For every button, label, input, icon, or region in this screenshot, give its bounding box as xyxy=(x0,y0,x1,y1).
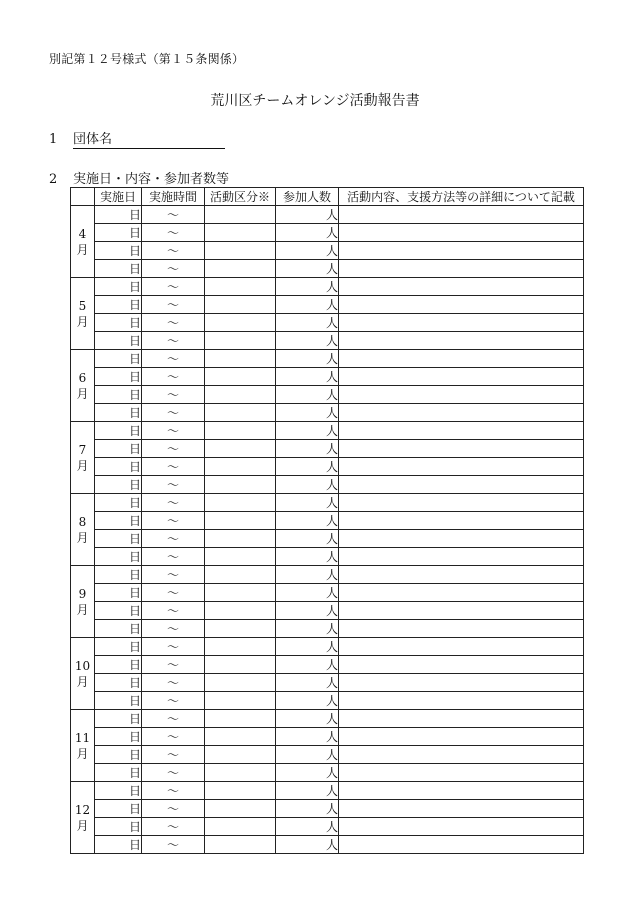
category-cell[interactable] xyxy=(205,404,276,422)
details-cell[interactable] xyxy=(339,422,584,440)
table-row xyxy=(71,350,584,368)
time-cell[interactable]: ～ xyxy=(142,206,205,224)
details-cell[interactable] xyxy=(339,386,584,404)
time-cell[interactable]: ～ xyxy=(142,224,205,242)
month-number: 6 xyxy=(78,370,87,385)
date-cell[interactable]: 日 xyxy=(95,566,142,584)
details-cell[interactable] xyxy=(339,278,584,296)
participants-cell[interactable]: 人 xyxy=(276,296,339,314)
month-unit: 月 xyxy=(76,458,89,473)
month-unit: 月 xyxy=(76,746,89,761)
table-row xyxy=(71,494,584,512)
table-row xyxy=(71,386,584,404)
participants-cell[interactable]: 人 xyxy=(276,818,339,836)
time-cell[interactable]: ～ xyxy=(142,386,205,404)
details-cell[interactable] xyxy=(339,314,584,332)
details-cell[interactable] xyxy=(339,728,584,746)
time-cell[interactable]: ～ xyxy=(142,332,205,350)
time-cell[interactable]: ～ xyxy=(142,638,205,656)
time-cell[interactable]: ～ xyxy=(142,512,205,530)
date-cell[interactable]: 日 xyxy=(95,386,142,404)
time-cell[interactable]: ～ xyxy=(142,368,205,386)
date-cell[interactable]: 日 xyxy=(95,620,142,638)
details-cell[interactable] xyxy=(339,368,584,386)
participants-cell[interactable]: 人 xyxy=(276,602,339,620)
participants-cell[interactable]: 人 xyxy=(276,494,339,512)
date-cell[interactable]: 日 xyxy=(95,530,142,548)
details-cell[interactable] xyxy=(339,530,584,548)
category-cell[interactable] xyxy=(205,332,276,350)
time-cell[interactable]: ～ xyxy=(142,260,205,278)
table-row xyxy=(71,458,584,476)
table-row xyxy=(71,512,584,530)
table-row xyxy=(71,530,584,548)
details-cell[interactable] xyxy=(339,764,584,782)
date-cell[interactable]: 日 xyxy=(95,296,142,314)
time-cell[interactable]: ～ xyxy=(142,818,205,836)
time-cell[interactable]: ～ xyxy=(142,242,205,260)
month-number: 11 xyxy=(74,730,91,745)
month-unit: 月 xyxy=(76,530,89,545)
participants-cell[interactable]: 人 xyxy=(276,206,339,224)
details-cell[interactable] xyxy=(339,746,584,764)
month-unit: 月 xyxy=(76,242,89,257)
date-cell[interactable]: 日 xyxy=(95,782,142,800)
month-unit: 月 xyxy=(76,314,89,329)
category-cell[interactable] xyxy=(205,368,276,386)
category-cell[interactable] xyxy=(205,638,276,656)
time-cell[interactable]: ～ xyxy=(142,836,205,854)
time-cell[interactable]: ～ xyxy=(142,602,205,620)
participants-cell[interactable]: 人 xyxy=(276,332,339,350)
participants-cell[interactable]: 人 xyxy=(276,638,339,656)
participants-cell[interactable]: 人 xyxy=(276,566,339,584)
date-cell[interactable]: 日 xyxy=(95,368,142,386)
date-cell[interactable]: 日 xyxy=(95,728,142,746)
details-cell[interactable] xyxy=(339,332,584,350)
date-cell[interactable]: 日 xyxy=(95,818,142,836)
month-unit: 月 xyxy=(76,818,89,833)
table-row xyxy=(71,584,584,602)
category-cell[interactable] xyxy=(205,692,276,710)
section-label: 実施日・内容・参加者数等 xyxy=(73,172,230,187)
organization-name-field[interactable]: 団体名 xyxy=(73,128,225,149)
table-header-row xyxy=(71,188,584,206)
month-label xyxy=(71,278,95,350)
table-row xyxy=(71,746,584,764)
date-cell[interactable]: 日 xyxy=(95,476,142,494)
month-number: 4 xyxy=(78,226,87,241)
details-cell[interactable] xyxy=(339,782,584,800)
time-cell[interactable]: ～ xyxy=(142,476,205,494)
table-row xyxy=(71,602,584,620)
form-number: 別記第１２号様式（第１５条関係） xyxy=(49,52,245,66)
details-cell[interactable] xyxy=(339,692,584,710)
month-label xyxy=(71,710,95,782)
month-number: 8 xyxy=(78,514,87,529)
date-cell[interactable]: 日 xyxy=(95,422,142,440)
table-row xyxy=(71,368,584,386)
table-row xyxy=(71,314,584,332)
details-cell[interactable] xyxy=(339,512,584,530)
category-cell[interactable] xyxy=(205,620,276,638)
category-cell[interactable] xyxy=(205,314,276,332)
details-cell[interactable] xyxy=(339,494,584,512)
category-cell[interactable] xyxy=(205,782,276,800)
participants-cell[interactable]: 人 xyxy=(276,836,339,854)
table-row xyxy=(71,476,584,494)
date-cell[interactable]: 日 xyxy=(95,584,142,602)
time-cell[interactable]: ～ xyxy=(142,296,205,314)
table-row xyxy=(71,332,584,350)
header-month xyxy=(71,188,95,206)
table-row xyxy=(71,782,584,800)
date-cell[interactable]: 日 xyxy=(95,494,142,512)
category-cell[interactable] xyxy=(205,440,276,458)
table-row xyxy=(71,206,584,224)
participants-cell[interactable]: 人 xyxy=(276,386,339,404)
time-cell[interactable]: ～ xyxy=(142,782,205,800)
category-cell[interactable] xyxy=(205,278,276,296)
category-cell[interactable] xyxy=(205,800,276,818)
month-number: 9 xyxy=(78,586,87,601)
details-cell[interactable] xyxy=(339,656,584,674)
participants-cell[interactable]: 人 xyxy=(276,368,339,386)
category-cell[interactable] xyxy=(205,494,276,512)
month-label xyxy=(71,206,95,278)
time-cell[interactable]: ～ xyxy=(142,692,205,710)
participants-cell[interactable]: 人 xyxy=(276,530,339,548)
time-cell[interactable]: ～ xyxy=(142,458,205,476)
month-number: 5 xyxy=(78,298,87,313)
month-label xyxy=(71,494,95,566)
time-cell[interactable]: ～ xyxy=(142,710,205,728)
table-row xyxy=(71,296,584,314)
section-activity xyxy=(49,168,229,187)
participants-cell[interactable]: 人 xyxy=(276,278,339,296)
details-cell[interactable] xyxy=(339,350,584,368)
details-cell[interactable] xyxy=(339,674,584,692)
header-category: 活動区分※ xyxy=(205,188,276,206)
participants-cell[interactable]: 人 xyxy=(276,548,339,566)
date-cell[interactable]: 日 xyxy=(95,512,142,530)
date-cell[interactable]: 日 xyxy=(95,746,142,764)
date-cell[interactable]: 日 xyxy=(95,800,142,818)
month-label xyxy=(71,782,95,854)
participants-cell[interactable]: 人 xyxy=(276,404,339,422)
participants-cell[interactable]: 人 xyxy=(276,746,339,764)
category-cell[interactable] xyxy=(205,584,276,602)
date-cell[interactable]: 日 xyxy=(95,674,142,692)
category-cell[interactable] xyxy=(205,296,276,314)
month-unit: 月 xyxy=(76,674,89,689)
table-row xyxy=(71,656,584,674)
date-cell[interactable]: 日 xyxy=(95,548,142,566)
table-row xyxy=(71,422,584,440)
table-row xyxy=(71,692,584,710)
participants-cell[interactable]: 人 xyxy=(276,620,339,638)
month-label xyxy=(71,566,95,638)
details-cell[interactable] xyxy=(339,458,584,476)
category-cell[interactable] xyxy=(205,602,276,620)
time-cell[interactable]: ～ xyxy=(142,584,205,602)
time-cell[interactable]: ～ xyxy=(142,278,205,296)
category-cell[interactable] xyxy=(205,836,276,854)
table-row xyxy=(71,836,584,854)
table-row xyxy=(71,818,584,836)
participants-cell[interactable]: 人 xyxy=(276,692,339,710)
month-label xyxy=(71,638,95,710)
table-row xyxy=(71,278,584,296)
time-cell[interactable]: ～ xyxy=(142,314,205,332)
details-cell[interactable] xyxy=(339,620,584,638)
date-cell[interactable]: 日 xyxy=(95,710,142,728)
participants-cell[interactable]: 人 xyxy=(276,440,339,458)
participants-cell[interactable]: 人 xyxy=(276,314,339,332)
participants-cell[interactable]: 人 xyxy=(276,512,339,530)
table-row xyxy=(71,674,584,692)
time-cell[interactable]: ～ xyxy=(142,566,205,584)
table-row xyxy=(71,638,584,656)
category-cell[interactable] xyxy=(205,206,276,224)
date-cell[interactable]: 日 xyxy=(95,404,142,422)
details-cell[interactable] xyxy=(339,836,584,854)
table-row xyxy=(71,224,584,242)
category-cell[interactable] xyxy=(205,458,276,476)
date-cell[interactable]: 日 xyxy=(95,278,142,296)
details-cell[interactable] xyxy=(339,800,584,818)
time-cell[interactable]: ～ xyxy=(142,440,205,458)
time-cell[interactable]: ～ xyxy=(142,422,205,440)
category-cell[interactable] xyxy=(205,548,276,566)
date-cell[interactable]: 日 xyxy=(95,332,142,350)
month-number: 10 xyxy=(74,658,91,673)
participants-cell[interactable]: 人 xyxy=(276,458,339,476)
details-cell[interactable] xyxy=(339,404,584,422)
participants-cell[interactable]: 人 xyxy=(276,764,339,782)
participants-cell[interactable]: 人 xyxy=(276,260,339,278)
details-cell[interactable] xyxy=(339,548,584,566)
details-cell[interactable] xyxy=(339,602,584,620)
category-cell[interactable] xyxy=(205,476,276,494)
time-cell[interactable]: ～ xyxy=(142,656,205,674)
date-cell[interactable]: 日 xyxy=(95,836,142,854)
table-row xyxy=(71,548,584,566)
month-label xyxy=(71,422,95,494)
section-organization xyxy=(49,128,225,149)
category-cell[interactable] xyxy=(205,224,276,242)
date-cell[interactable]: 日 xyxy=(95,458,142,476)
table-row xyxy=(71,404,584,422)
category-cell[interactable] xyxy=(205,350,276,368)
document-title: 荒川区チームオレンジ活動報告書 xyxy=(210,93,420,109)
category-cell[interactable] xyxy=(205,422,276,440)
table-row xyxy=(71,260,584,278)
table-row xyxy=(71,620,584,638)
header-participants: 参加人数 xyxy=(276,188,339,206)
details-cell[interactable] xyxy=(339,476,584,494)
date-cell[interactable]: 日 xyxy=(95,242,142,260)
table-row xyxy=(71,242,584,260)
time-cell[interactable]: ～ xyxy=(142,404,205,422)
category-cell[interactable] xyxy=(205,710,276,728)
date-cell[interactable]: 日 xyxy=(95,206,142,224)
participants-cell[interactable]: 人 xyxy=(276,242,339,260)
table-row xyxy=(71,800,584,818)
date-cell[interactable]: 日 xyxy=(95,440,142,458)
section-number: 2 xyxy=(49,172,58,187)
details-cell[interactable] xyxy=(339,260,584,278)
time-cell[interactable]: ～ xyxy=(142,746,205,764)
header-date: 実施日 xyxy=(95,188,142,206)
date-cell[interactable]: 日 xyxy=(95,350,142,368)
category-cell[interactable] xyxy=(205,530,276,548)
details-cell[interactable] xyxy=(339,566,584,584)
table-row xyxy=(71,440,584,458)
participants-cell[interactable]: 人 xyxy=(276,710,339,728)
date-cell[interactable]: 日 xyxy=(95,692,142,710)
participants-cell[interactable]: 人 xyxy=(276,350,339,368)
participants-cell[interactable]: 人 xyxy=(276,476,339,494)
category-cell[interactable] xyxy=(205,818,276,836)
time-cell[interactable]: ～ xyxy=(142,530,205,548)
table-row xyxy=(71,728,584,746)
table-row xyxy=(71,566,584,584)
month-number: 7 xyxy=(78,442,87,457)
participants-cell[interactable]: 人 xyxy=(276,800,339,818)
month-number: 12 xyxy=(74,802,91,817)
date-cell[interactable]: 日 xyxy=(95,224,142,242)
time-cell[interactable]: ～ xyxy=(142,494,205,512)
details-cell[interactable] xyxy=(339,638,584,656)
date-cell[interactable]: 日 xyxy=(95,602,142,620)
participants-cell[interactable]: 人 xyxy=(276,584,339,602)
category-cell[interactable] xyxy=(205,674,276,692)
category-cell[interactable] xyxy=(205,386,276,404)
category-cell[interactable] xyxy=(205,656,276,674)
category-cell[interactable] xyxy=(205,260,276,278)
date-cell[interactable]: 日 xyxy=(95,314,142,332)
participants-cell[interactable]: 人 xyxy=(276,728,339,746)
category-cell[interactable] xyxy=(205,566,276,584)
category-cell[interactable] xyxy=(205,512,276,530)
details-cell[interactable] xyxy=(339,224,584,242)
date-cell[interactable]: 日 xyxy=(95,764,142,782)
category-cell[interactable] xyxy=(205,746,276,764)
category-cell[interactable] xyxy=(205,728,276,746)
time-cell[interactable]: ～ xyxy=(142,728,205,746)
participants-cell[interactable]: 人 xyxy=(276,674,339,692)
details-cell[interactable] xyxy=(339,206,584,224)
time-cell[interactable]: ～ xyxy=(142,764,205,782)
participants-cell[interactable]: 人 xyxy=(276,656,339,674)
date-cell[interactable]: 日 xyxy=(95,260,142,278)
time-cell[interactable]: ～ xyxy=(142,800,205,818)
month-label xyxy=(71,350,95,422)
details-cell[interactable] xyxy=(339,440,584,458)
details-cell[interactable] xyxy=(339,296,584,314)
section-number: 1 xyxy=(49,132,58,147)
month-unit: 月 xyxy=(76,602,89,617)
table-body xyxy=(71,206,584,854)
header-details: 活動内容、支援方法等の詳細について記載 xyxy=(339,188,584,206)
category-cell[interactable] xyxy=(205,242,276,260)
time-cell[interactable]: ～ xyxy=(142,674,205,692)
header-time: 実施時間 xyxy=(142,188,205,206)
table-row xyxy=(71,710,584,728)
date-cell[interactable]: 日 xyxy=(95,656,142,674)
participants-cell[interactable]: 人 xyxy=(276,224,339,242)
time-cell[interactable]: ～ xyxy=(142,548,205,566)
participants-cell[interactable]: 人 xyxy=(276,782,339,800)
activity-table xyxy=(70,187,584,854)
table-row xyxy=(71,764,584,782)
details-cell[interactable] xyxy=(339,242,584,260)
details-cell[interactable] xyxy=(339,710,584,728)
date-cell[interactable]: 日 xyxy=(95,638,142,656)
category-cell[interactable] xyxy=(205,764,276,782)
month-unit: 月 xyxy=(76,386,89,401)
time-cell[interactable]: ～ xyxy=(142,620,205,638)
participants-cell[interactable]: 人 xyxy=(276,422,339,440)
time-cell[interactable]: ～ xyxy=(142,350,205,368)
details-cell[interactable] xyxy=(339,818,584,836)
details-cell[interactable] xyxy=(339,584,584,602)
